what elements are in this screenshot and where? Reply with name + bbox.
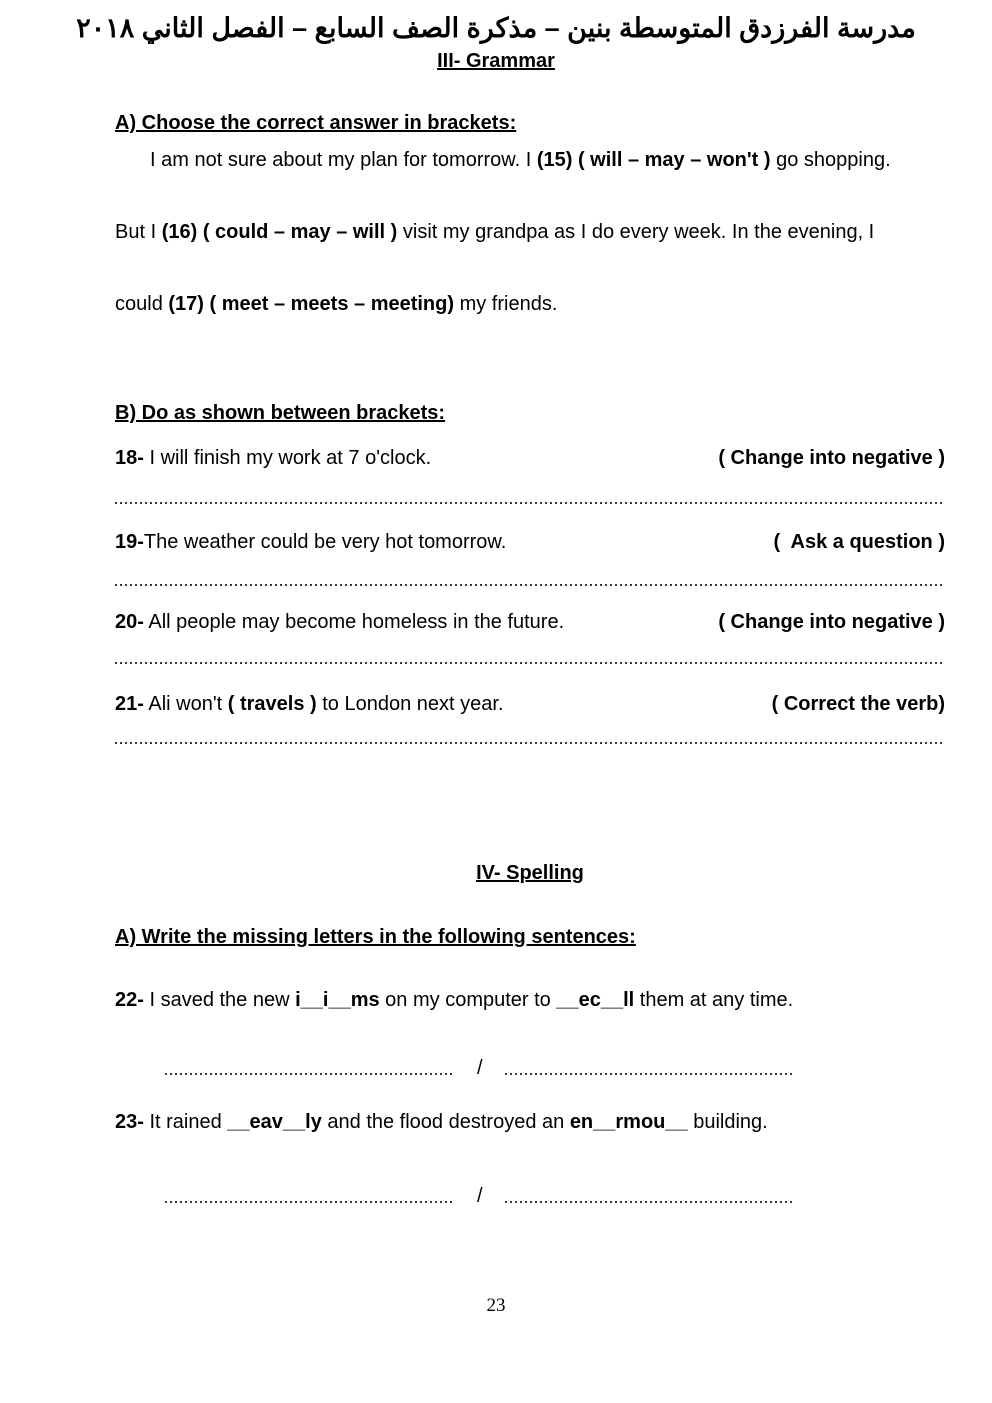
question-17: could (17) ( meet – meets – meeting) my friends. — [115, 293, 558, 315]
question-16: But I (16) ( could – may – will ) visit my grandpa as I do every week. In the evening, I — [115, 221, 875, 243]
slash-separator: / — [477, 1057, 483, 1079]
school-header-arabic: مدرسة الفرزدق المتوسطة بنين – مذكرة الصف السابع – الفصل الثاني ٢٠١٨ — [76, 13, 916, 43]
question-text: 20- All people may become homeless in the future. — [115, 611, 565, 633]
grammar-section-title: III- Grammar — [437, 50, 555, 72]
question-20 — [115, 610, 945, 634]
part-a-heading: A) Choose the correct answer in brackets: — [115, 112, 517, 134]
question-18 — [115, 446, 945, 470]
answer-dots-right — [505, 1073, 795, 1075]
page-number: 23 — [486, 1295, 506, 1316]
answer-line-19 — [115, 584, 945, 586]
question-15: I am not sure about my plan for tomorrow. I (15) ( will – may – won't ) go shopping. — [150, 149, 891, 171]
answer-line-22 — [165, 1056, 945, 1080]
question-19 — [115, 530, 945, 554]
answer-dots-left — [165, 1073, 455, 1075]
answer-dots-right — [505, 1201, 795, 1203]
spelling-heading: A) Write the missing letters in the following sentences: — [115, 926, 636, 948]
answer-line-21 — [115, 742, 945, 744]
answer-line-18 — [115, 502, 945, 504]
question-22: 22- I saved the new i__i__ms on my computer to __ec__ll them at any time. — [115, 989, 794, 1011]
spelling-section-title: IV- Spelling — [476, 862, 584, 884]
answer-line-20 — [115, 662, 945, 664]
slash-separator: / — [477, 1185, 483, 1207]
part-b-heading: B) Do as shown between brackets: — [115, 402, 446, 424]
bracket-instruction: ( Change into negative ) — [718, 611, 945, 633]
bracket-instruction: ( Change into negative ) — [718, 447, 945, 469]
question-text: 19-The weather could be very hot tomorrow. — [115, 531, 507, 553]
bracket-instruction: ( Ask a question ) — [773, 531, 945, 553]
question-text: 21- Ali won't ( travels ) to London next year. — [115, 693, 504, 715]
bracket-instruction: ( Correct the verb) — [771, 693, 945, 715]
answer-dots-left — [165, 1201, 455, 1203]
answer-line-23 — [165, 1184, 945, 1208]
question-21 — [115, 692, 945, 716]
question-23: 23- It rained __eav__ly and the flood destroyed an en__rmou__ building. — [115, 1111, 768, 1133]
question-text: 18- I will finish my work at 7 o'clock. — [115, 447, 432, 469]
